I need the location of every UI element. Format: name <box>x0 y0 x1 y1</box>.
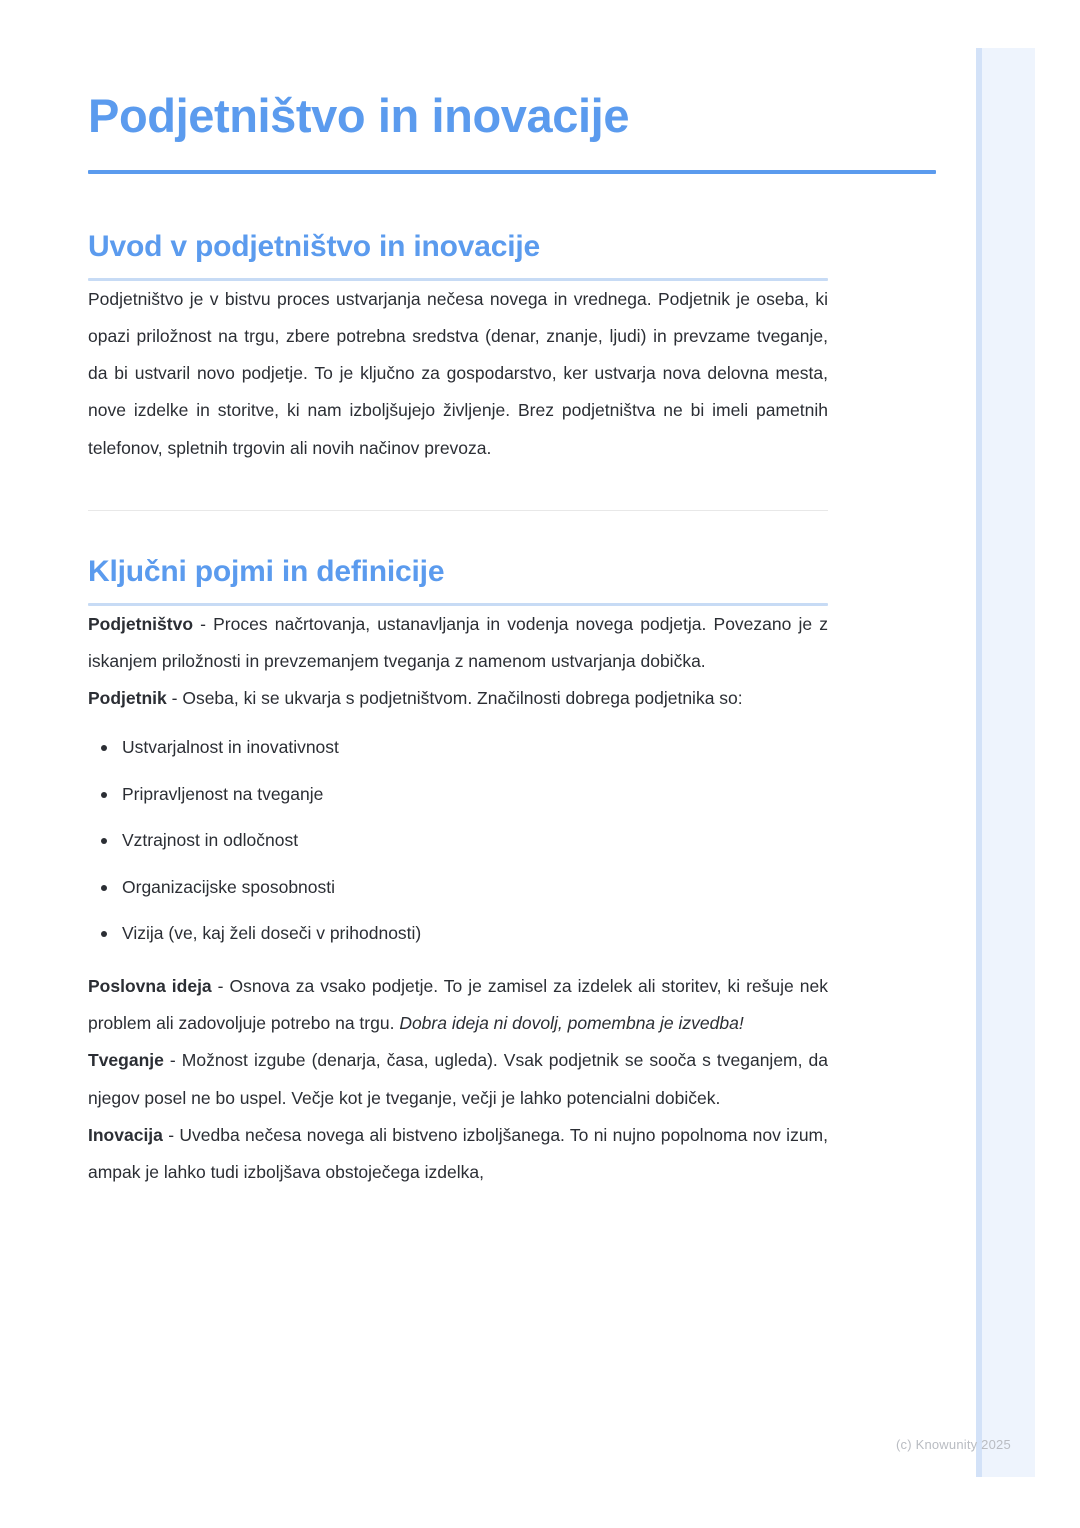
list-item <box>88 782 828 807</box>
document-content <box>88 90 936 1191</box>
section-uvod <box>88 230 936 511</box>
list-item-label: Organizacijske sposobnosti <box>122 876 336 897</box>
list-item-label: Ustvarjalnost in inovativnost <box>122 737 339 758</box>
right-decorative-strip <box>976 48 1035 1477</box>
page-title: Podjetništvo in inovacije <box>88 89 630 142</box>
section-pojmi <box>88 555 936 1191</box>
definition-dash: - <box>193 614 214 635</box>
paragraph-uvod: Podjetništvo je v bistvu proces ustvarjanja nečesa novega in vrednega. Podjetnik je oseba, ki opazi priložnost na trgu, zbere potrebna sredstva (denar, znanje, ljudi) in prevzame tveganje, da bi ustvaril novo podjetje. To je ključno za gospodarstvo, ker ustvarja nova delovna mesta, nove izdelke in storitve, ki nam izboljšujejo življenje. Brez podjetništva ne bi imeli pametnih telefonov, spletnih trgovin ali novih načinov prevoza. <box>88 289 828 458</box>
definition-dash: - <box>166 688 183 709</box>
definition-text: Oseba, ki se ukvarja s podjetništvom. Značilnosti dobrega podjetnika so: <box>182 688 743 709</box>
list-item-label: Vztrajnost in odločnost <box>122 830 299 851</box>
list-item <box>88 875 828 900</box>
title-underline-rule <box>88 170 936 174</box>
definition-term: Inovacija <box>88 1124 163 1145</box>
definition-dash: - <box>162 1124 180 1145</box>
bullet-icon <box>101 931 107 937</box>
bullet-icon <box>101 838 107 844</box>
bullet-icon <box>101 885 107 891</box>
definition-podjetnistvo <box>88 606 828 680</box>
definition-term: Tveganje <box>88 1050 164 1071</box>
definition-text: Uvedba nečesa novega ali bistveno izboljšanega. To ni nujno popolnoma nov izum, ampak je lahko tudi izboljšava obstoječega izdelka, <box>88 1124 828 1182</box>
section-heading-uvod: Uvod v podjetništvo in inovacije <box>88 229 541 263</box>
section-heading-pojmi: Ključni pojmi in definicije <box>88 554 445 588</box>
right-strip-edge <box>976 48 982 1477</box>
definition-inovacija <box>88 1117 828 1191</box>
definition-poslovna-ideja <box>88 968 828 1042</box>
entrepreneur-traits-list <box>88 735 828 946</box>
section-divider <box>88 510 828 511</box>
bullet-icon <box>101 745 107 751</box>
definition-text: Možnost izgube (denarja, časa, ugleda). Vsak podjetnik se sooča s tveganjem, da njegov posel ne bo uspel. Večje kot je tveganje, večji je lahko potencialni dobiček. <box>88 1050 828 1108</box>
list-item-label: Pripravljenost na tveganje <box>122 783 324 804</box>
definition-tveganje <box>88 1042 828 1116</box>
definition-text: Osnova za vsako podjetje. To je zamisel za izdelek ali storitev, ki rešuje nek problem ali zadovoljuje potrebo na trgu. <box>88 976 828 1034</box>
list-item <box>88 921 828 946</box>
definition-term: Podjetnik <box>88 688 167 709</box>
definition-emphasis: Dobra ideja ni dovolj, pomembna je izvedba! <box>399 1013 744 1034</box>
list-item <box>88 735 828 760</box>
copyright-watermark: (c) Knowunity 2025 <box>896 1437 1011 1452</box>
definition-text: Proces načrtovanja, ustanavljanja in vodenja novega podjetja. Povezano je z iskanjem priložnosti in prevzemanjem tveganja z namenom ustvarjanja dobička. <box>88 614 828 672</box>
list-item-label: Vizija (ve, kaj želi doseči v prihodnosti) <box>122 922 422 943</box>
definition-dash: - <box>163 1050 182 1071</box>
definition-dash: - <box>211 976 230 997</box>
definition-podjetnik <box>88 680 828 717</box>
list-item <box>88 828 828 853</box>
bullet-icon <box>101 792 107 798</box>
definition-term: Poslovna ideja <box>88 976 212 997</box>
definition-term: Podjetništvo <box>88 614 194 635</box>
